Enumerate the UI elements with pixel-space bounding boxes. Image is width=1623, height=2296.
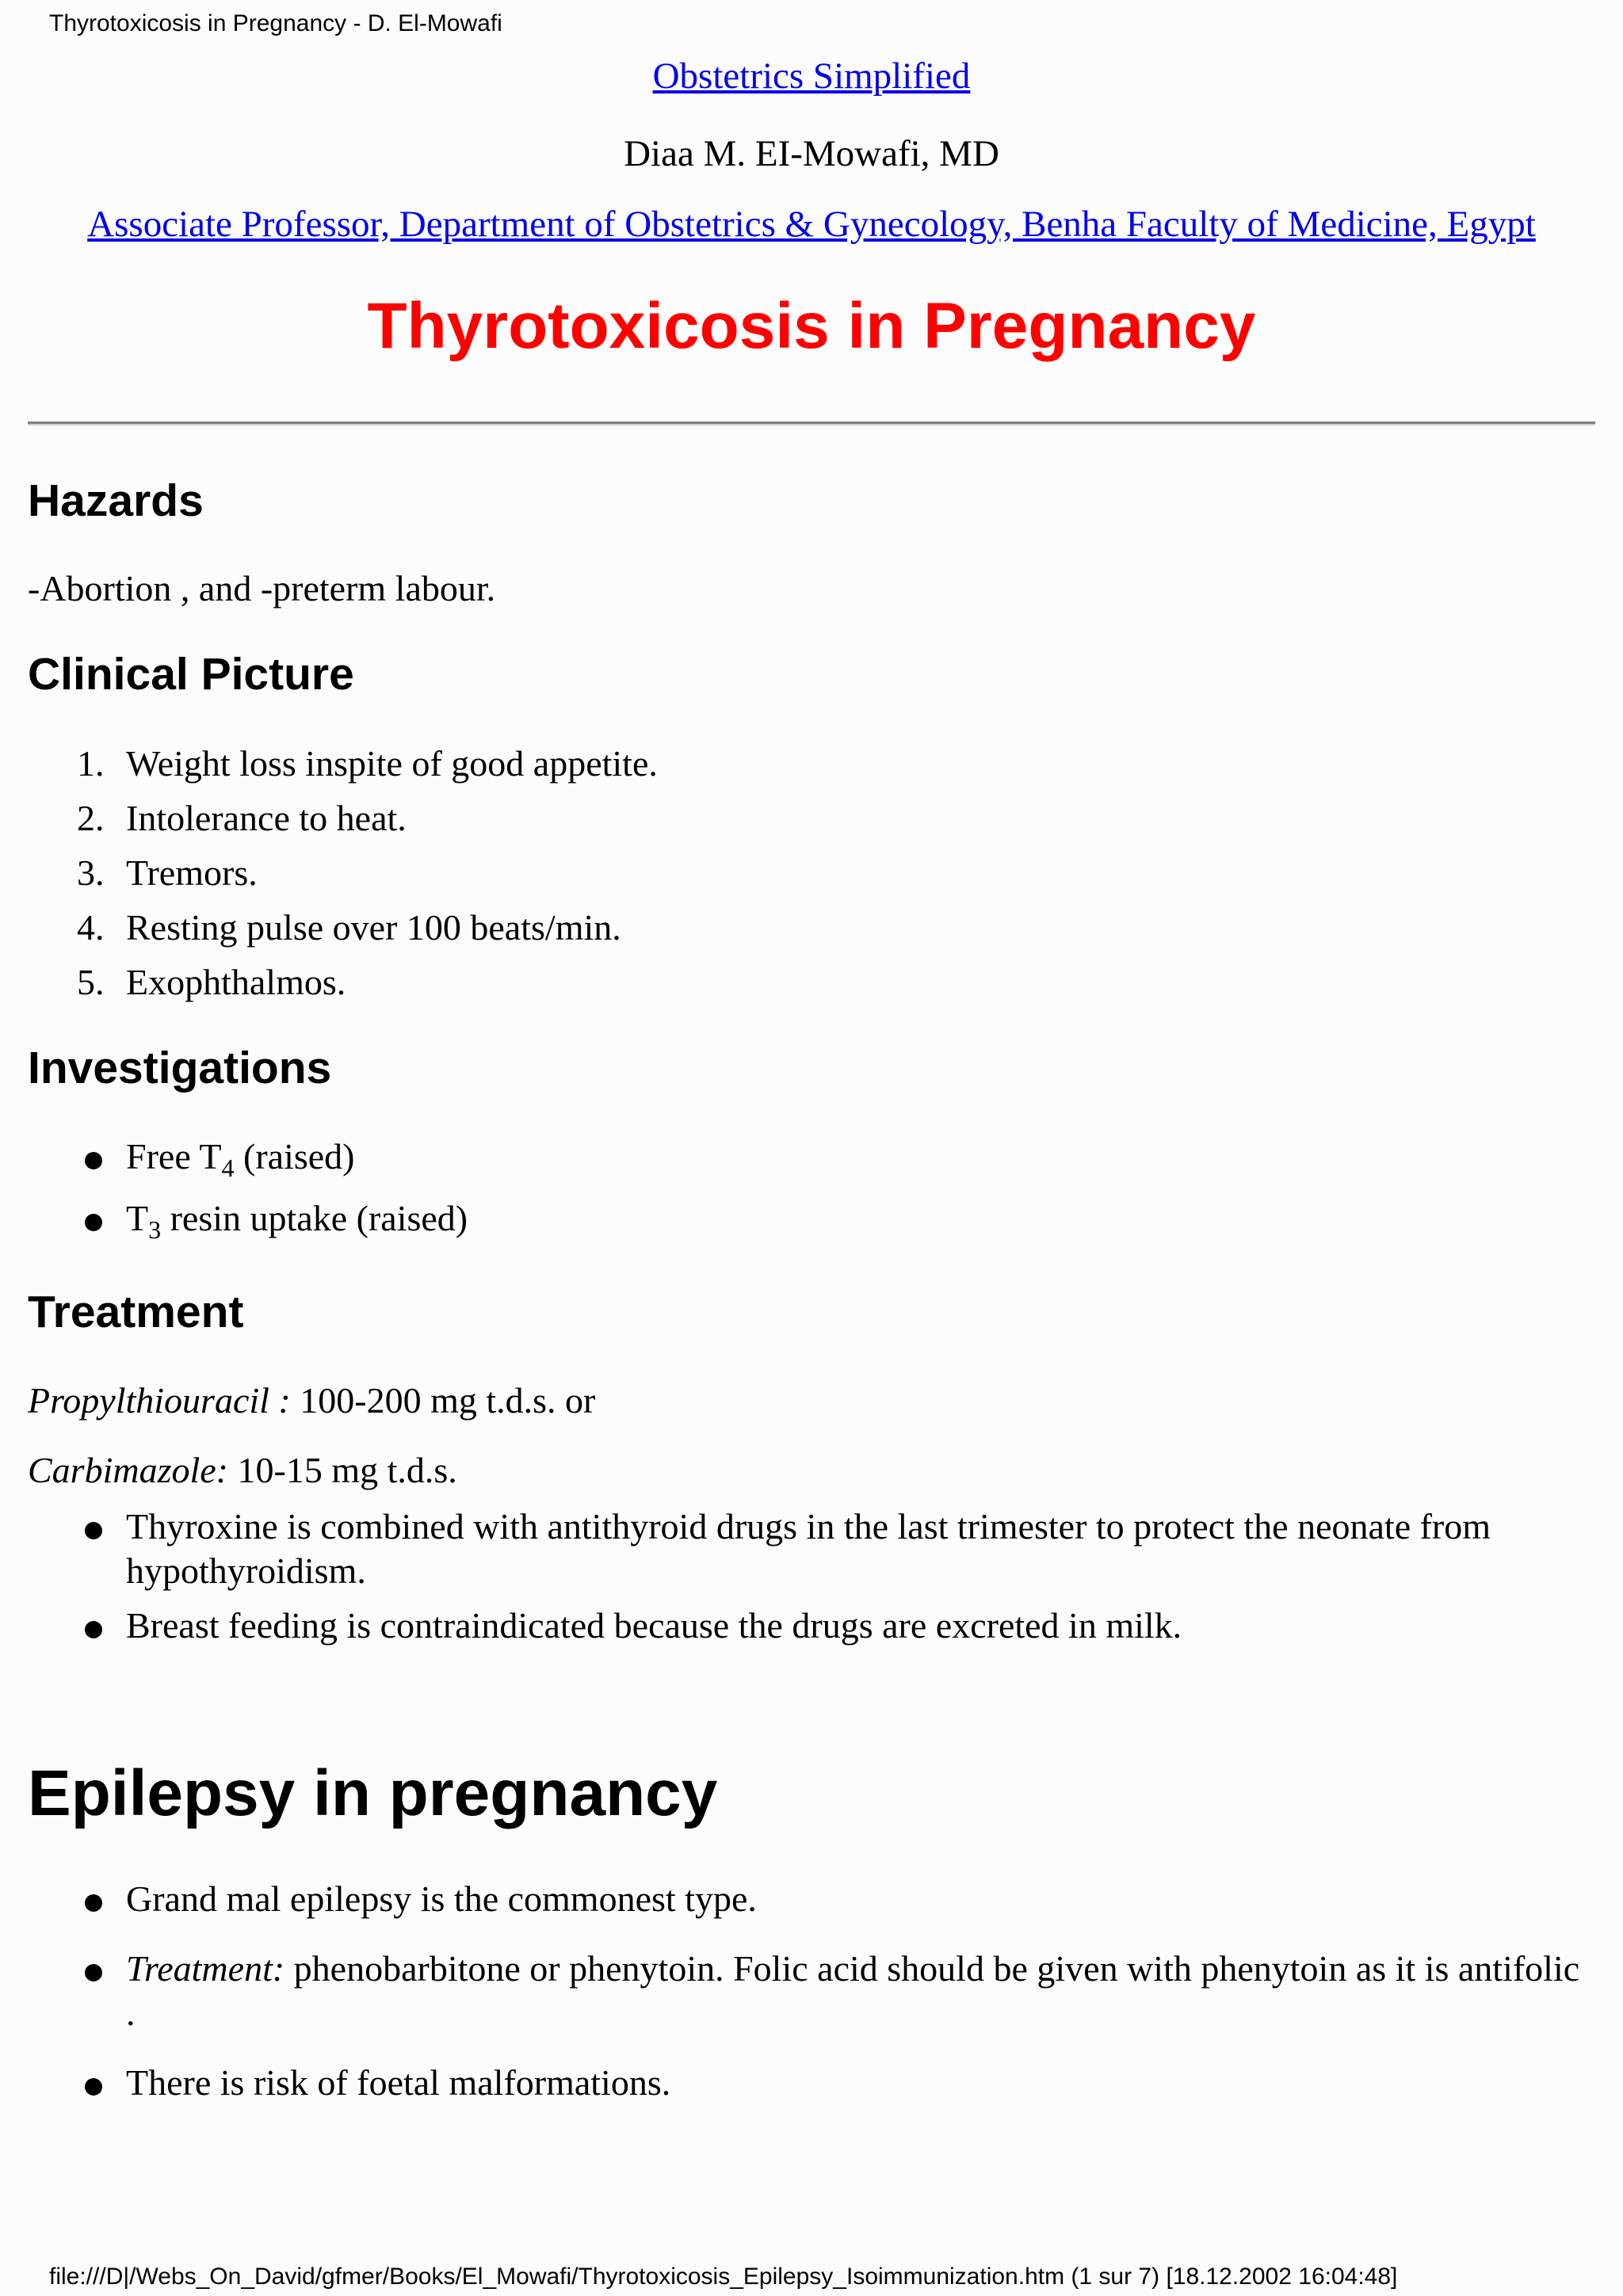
affiliation-link[interactable]: Associate Professor, Department of Obstetrics & Gynecology, Benha Faculty of Medicine, Egypt bbox=[87, 204, 1536, 245]
list-item-text: Weight loss inspite of good appetite. bbox=[126, 743, 658, 784]
list-item-text: Breast feeding is contraindicated because the drugs are excreted in milk. bbox=[126, 1605, 1182, 1646]
clinical-picture-heading: Clinical Picture bbox=[28, 649, 354, 700]
list-item bbox=[28, 2061, 1595, 2105]
bullet-icon bbox=[85, 1621, 102, 1638]
list-number: 3. bbox=[77, 852, 105, 893]
print-footer-url: file:///D|/Webs_On_David/gfmer/Books/El_Mowafi/Thyrotoxicosis_Epilepsy_Isoimmunization.htm (1 sur 7) [18.12.2002 16:04:48] bbox=[49, 2264, 1398, 2290]
list-item-text: $T_3$ resin uptake (raised) bbox=[126, 1198, 468, 1244]
author-name: Diaa M. EI-Mowafi, MD bbox=[624, 133, 999, 174]
list-item-text: Thyroxine is combined with antithyroid drugs in the last trimester to protect the neonate from hypothyroidism. bbox=[126, 1506, 1491, 1591]
affiliation-row bbox=[28, 202, 1595, 246]
page-title: Thyrotoxicosis in Pregnancy bbox=[367, 290, 1256, 362]
treatment-drug-2 bbox=[28, 1448, 457, 1493]
list-item-text: Treatment: phenobarbitone or phenytoin. Folic acid should be given with phenytoin as it is antifolic . bbox=[126, 1948, 1580, 2033]
drug-dose: 100-200 mg t.d.s. or bbox=[290, 1380, 596, 1421]
list-item bbox=[28, 1604, 1595, 1648]
drug-name: Carbimazole: bbox=[28, 1450, 228, 1490]
horizontal-rule bbox=[28, 421, 1595, 425]
bullet-icon bbox=[85, 2078, 102, 2096]
bullet-icon bbox=[85, 1214, 102, 1231]
list-item bbox=[28, 906, 658, 960]
list-number: 4. bbox=[77, 907, 105, 948]
investigations-list bbox=[28, 1135, 468, 1244]
drug-dose: 10-15 mg t.d.s. bbox=[228, 1450, 457, 1490]
bullet-icon bbox=[85, 1894, 102, 1912]
list-number: 2. bbox=[77, 798, 105, 838]
bullet-icon bbox=[85, 1964, 102, 1981]
drug-name: Propylthiouracil : bbox=[28, 1380, 291, 1421]
list-number: 5. bbox=[77, 962, 105, 1002]
list-item bbox=[28, 1135, 468, 1196]
list-item bbox=[28, 1877, 1595, 1921]
list-item-text: Intolerance to heat. bbox=[126, 798, 407, 838]
treatment-drug-1 bbox=[28, 1379, 595, 1423]
site-link-row bbox=[28, 54, 1595, 98]
investigations-heading: Investigations bbox=[28, 1043, 332, 1093]
list-item bbox=[28, 796, 658, 851]
list-item-text: Resting pulse over 100 beats/min. bbox=[126, 907, 621, 948]
list-number: 1. bbox=[77, 743, 105, 784]
bullet-icon bbox=[85, 1152, 102, 1169]
list-item bbox=[28, 1947, 1595, 2035]
list-item bbox=[28, 1196, 468, 1244]
list-item-text: Tremors. bbox=[126, 852, 258, 893]
list-item-text: Free $T_4$ (raised) bbox=[126, 1136, 355, 1182]
list-item bbox=[28, 742, 658, 796]
list-item bbox=[28, 851, 658, 906]
hazards-heading: Hazards bbox=[28, 475, 204, 526]
treatment-list bbox=[28, 1505, 1595, 1648]
hazards-text: -Abortion , and -preterm labour. bbox=[28, 568, 496, 608]
list-item bbox=[28, 960, 658, 1015]
epilepsy-list bbox=[28, 1877, 1595, 2105]
list-item-text: There is risk of foetal malformations. bbox=[126, 2062, 671, 2103]
print-header: Thyrotoxicosis in Pregnancy - D. El-Mowafi bbox=[49, 10, 502, 36]
site-link[interactable]: Obstetrics Simplified bbox=[652, 55, 971, 97]
list-item-text: Grand mal epilepsy is the commonest type. bbox=[126, 1878, 757, 1919]
bullet-icon bbox=[85, 1522, 102, 1539]
clinical-picture-list bbox=[28, 742, 658, 1015]
list-item bbox=[28, 1505, 1595, 1593]
treatment-label: Treatment: bbox=[126, 1948, 285, 1989]
epilepsy-heading: Epilepsy in pregnancy bbox=[28, 1757, 718, 1829]
list-item-text: Exophthalmos. bbox=[126, 962, 346, 1002]
treatment-heading: Treatment bbox=[28, 1287, 244, 1337]
